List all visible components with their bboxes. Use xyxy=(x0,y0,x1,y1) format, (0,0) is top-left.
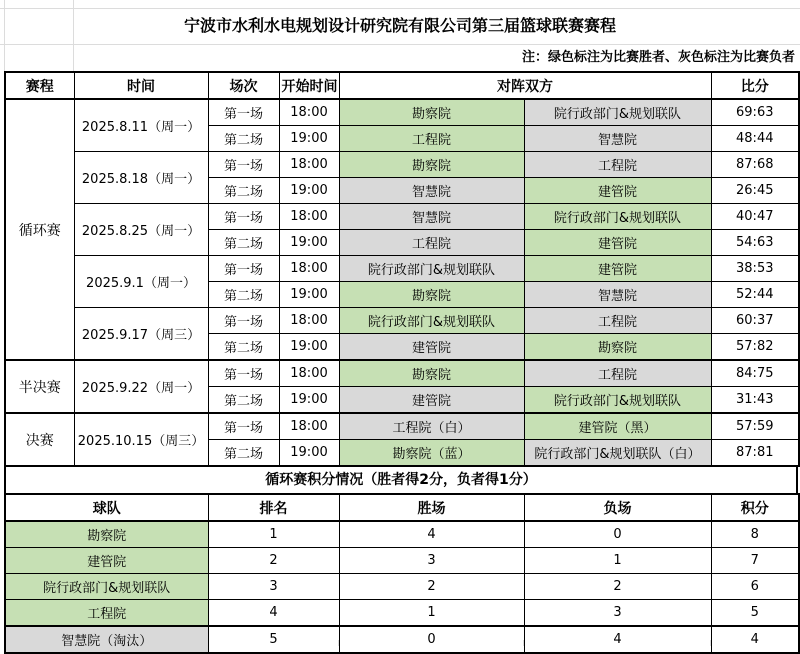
legend-note: 注：绿色标注为比赛胜者、灰色标注为比赛负者 xyxy=(521,50,795,65)
stage-cell: 半决赛 xyxy=(5,360,74,413)
date-cell: 2025.8.18（周一） xyxy=(74,152,208,204)
page-title: 宁波市水利水电规划设计研究院有限公司第三届篮球联赛赛程 xyxy=(183,16,616,35)
match-row xyxy=(5,308,799,334)
standings-wins-cell: 0 xyxy=(339,626,524,653)
standings-points-cell: 4 xyxy=(711,626,799,653)
stage-cell: 决赛 xyxy=(5,413,74,466)
score-cell: 40:47 xyxy=(711,204,799,230)
match-number-cell: 第二场 xyxy=(208,126,279,152)
start-time-cell: 18:00 xyxy=(279,413,339,440)
score-cell: 52:44 xyxy=(711,282,799,308)
start-time-cell: 19:00 xyxy=(279,282,339,308)
header-match: 场次 xyxy=(208,72,279,99)
date-cell: 2025.8.25（周一） xyxy=(74,204,208,256)
standings-points-cell: 5 xyxy=(711,600,799,627)
start-time-cell: 19:00 xyxy=(279,126,339,152)
start-time-cell: 18:00 xyxy=(279,360,339,387)
schedule-header-row xyxy=(5,72,799,99)
team2-cell: 建管院 xyxy=(524,256,711,282)
team2-cell: 建管院（黑） xyxy=(524,413,711,440)
score-cell: 54:63 xyxy=(711,230,799,256)
standings-rank-cell: 4 xyxy=(208,600,339,627)
standings-team-cell: 院行政部门&规划联队 xyxy=(5,574,208,600)
standings-points-cell: 8 xyxy=(711,521,799,548)
match-row xyxy=(5,99,799,126)
team1-cell: 院行政部门&规划联队 xyxy=(339,308,524,334)
score-cell: 57:82 xyxy=(711,334,799,361)
team1-cell: 工程院（白） xyxy=(339,413,524,440)
team2-cell: 建管院 xyxy=(524,178,711,204)
match-number-cell: 第一场 xyxy=(208,99,279,126)
score-cell: 57:59 xyxy=(711,413,799,440)
standings-row xyxy=(5,521,799,548)
standings-header-row xyxy=(5,494,799,521)
match-row xyxy=(5,204,799,230)
start-time-cell: 18:00 xyxy=(279,256,339,282)
date-cell: 2025.9.22（周一） xyxy=(74,360,208,413)
score-cell: 87:81 xyxy=(711,440,799,467)
header-losses: 负场 xyxy=(524,494,711,521)
score-cell: 26:45 xyxy=(711,178,799,204)
match-number-cell: 第二场 xyxy=(208,282,279,308)
score-cell: 69:63 xyxy=(711,99,799,126)
score-cell: 38:53 xyxy=(711,256,799,282)
header-start-time: 开始时间 xyxy=(279,72,339,99)
score-cell: 31:43 xyxy=(711,387,799,414)
team1-cell: 勘察院 xyxy=(339,99,524,126)
match-number-cell: 第一场 xyxy=(208,256,279,282)
start-time-cell: 19:00 xyxy=(279,387,339,414)
standings-losses-cell: 4 xyxy=(524,626,711,653)
team2-cell: 院行政部门&规划联队 xyxy=(524,99,711,126)
standings-losses-cell: 3 xyxy=(524,600,711,627)
match-number-cell: 第一场 xyxy=(208,308,279,334)
standings-wins-cell: 3 xyxy=(339,548,524,574)
header-date: 时间 xyxy=(74,72,208,99)
team2-cell: 院行政部门&规划联队 xyxy=(524,204,711,230)
match-number-cell: 第一场 xyxy=(208,152,279,178)
standings-rank-cell: 5 xyxy=(208,626,339,653)
team1-cell: 工程院 xyxy=(339,126,524,152)
score-cell: 87:68 xyxy=(711,152,799,178)
standings-points-cell: 7 xyxy=(711,548,799,574)
standings-row xyxy=(5,600,799,627)
standings-row xyxy=(5,574,799,600)
team1-cell: 勘察院 xyxy=(339,360,524,387)
team1-cell: 智慧院 xyxy=(339,178,524,204)
team2-cell: 智慧院 xyxy=(524,126,711,152)
match-number-cell: 第二场 xyxy=(208,387,279,414)
match-number-cell: 第二场 xyxy=(208,334,279,361)
match-row xyxy=(5,256,799,282)
team2-cell: 院行政部门&规划联队（白） xyxy=(524,440,711,467)
standings-losses-cell: 2 xyxy=(524,574,711,600)
header-wins: 胜场 xyxy=(339,494,524,521)
score-cell: 84:75 xyxy=(711,360,799,387)
team1-cell: 智慧院 xyxy=(339,204,524,230)
standings-wins-cell: 1 xyxy=(339,600,524,627)
match-number-cell: 第二场 xyxy=(208,178,279,204)
standings-team-cell: 工程院 xyxy=(5,600,208,627)
start-time-cell: 19:00 xyxy=(279,178,339,204)
team1-cell: 院行政部门&规划联队 xyxy=(339,256,524,282)
start-time-cell: 19:00 xyxy=(279,334,339,361)
team1-cell: 勘察院 xyxy=(339,282,524,308)
standings-team-cell: 勘察院 xyxy=(5,521,208,548)
standings-table xyxy=(4,493,800,654)
team2-cell: 建管院 xyxy=(524,230,711,256)
match-number-cell: 第一场 xyxy=(208,413,279,440)
date-cell: 2025.9.17（周三） xyxy=(74,308,208,361)
score-cell: 48:44 xyxy=(711,126,799,152)
team1-cell: 建管院 xyxy=(339,387,524,414)
standings-rank-cell: 3 xyxy=(208,574,339,600)
standings-rank-cell: 1 xyxy=(208,521,339,548)
standings-losses-cell: 0 xyxy=(524,521,711,548)
team2-cell: 智慧院 xyxy=(524,282,711,308)
start-time-cell: 19:00 xyxy=(279,230,339,256)
standings-row xyxy=(5,548,799,574)
match-number-cell: 第一场 xyxy=(208,204,279,230)
header-teams: 对阵双方 xyxy=(339,72,711,99)
date-cell: 2025.10.15（周三） xyxy=(74,413,208,466)
team1-cell: 勘察院 xyxy=(339,152,524,178)
start-time-cell: 18:00 xyxy=(279,152,339,178)
standings-rank-cell: 2 xyxy=(208,548,339,574)
standings-points-cell: 6 xyxy=(711,574,799,600)
header-stage: 赛程 xyxy=(5,72,74,99)
match-row xyxy=(5,360,799,387)
team1-cell: 建管院 xyxy=(339,334,524,361)
stage-cell: 循环赛 xyxy=(5,99,74,360)
start-time-cell: 19:00 xyxy=(279,440,339,467)
match-number-cell: 第二场 xyxy=(208,230,279,256)
date-cell: 2025.9.1（周一） xyxy=(74,256,208,308)
standings-team-cell: 建管院 xyxy=(5,548,208,574)
start-time-cell: 18:00 xyxy=(279,204,339,230)
match-row xyxy=(5,413,799,440)
team2-cell: 工程院 xyxy=(524,308,711,334)
match-row xyxy=(5,152,799,178)
match-number-cell: 第二场 xyxy=(208,440,279,467)
standings-row xyxy=(5,626,799,653)
header-rank: 排名 xyxy=(208,494,339,521)
team2-cell: 院行政部门&规划联队 xyxy=(524,387,711,414)
header-score: 比分 xyxy=(711,72,799,99)
standings-section-title: 循环赛积分情况（胜者得2分，负者得1分） xyxy=(4,467,798,493)
score-cell: 60:37 xyxy=(711,308,799,334)
standings-wins-cell: 2 xyxy=(339,574,524,600)
start-time-cell: 18:00 xyxy=(279,99,339,126)
team2-cell: 工程院 xyxy=(524,152,711,178)
worksheet xyxy=(4,71,798,654)
header-points: 积分 xyxy=(711,494,799,521)
team1-cell: 勘察院（蓝） xyxy=(339,440,524,467)
team2-cell: 工程院 xyxy=(524,360,711,387)
standings-team-cell: 智慧院（淘汰） xyxy=(5,626,208,653)
match-number-cell: 第一场 xyxy=(208,360,279,387)
team2-cell: 勘察院 xyxy=(524,334,711,361)
header-team: 球队 xyxy=(5,494,208,521)
team1-cell: 工程院 xyxy=(339,230,524,256)
standings-wins-cell: 4 xyxy=(339,521,524,548)
start-time-cell: 18:00 xyxy=(279,308,339,334)
date-cell: 2025.8.11（周一） xyxy=(74,99,208,152)
schedule-table xyxy=(4,71,800,467)
standings-body xyxy=(5,521,799,653)
standings-losses-cell: 1 xyxy=(524,548,711,574)
schedule-body xyxy=(5,99,799,466)
